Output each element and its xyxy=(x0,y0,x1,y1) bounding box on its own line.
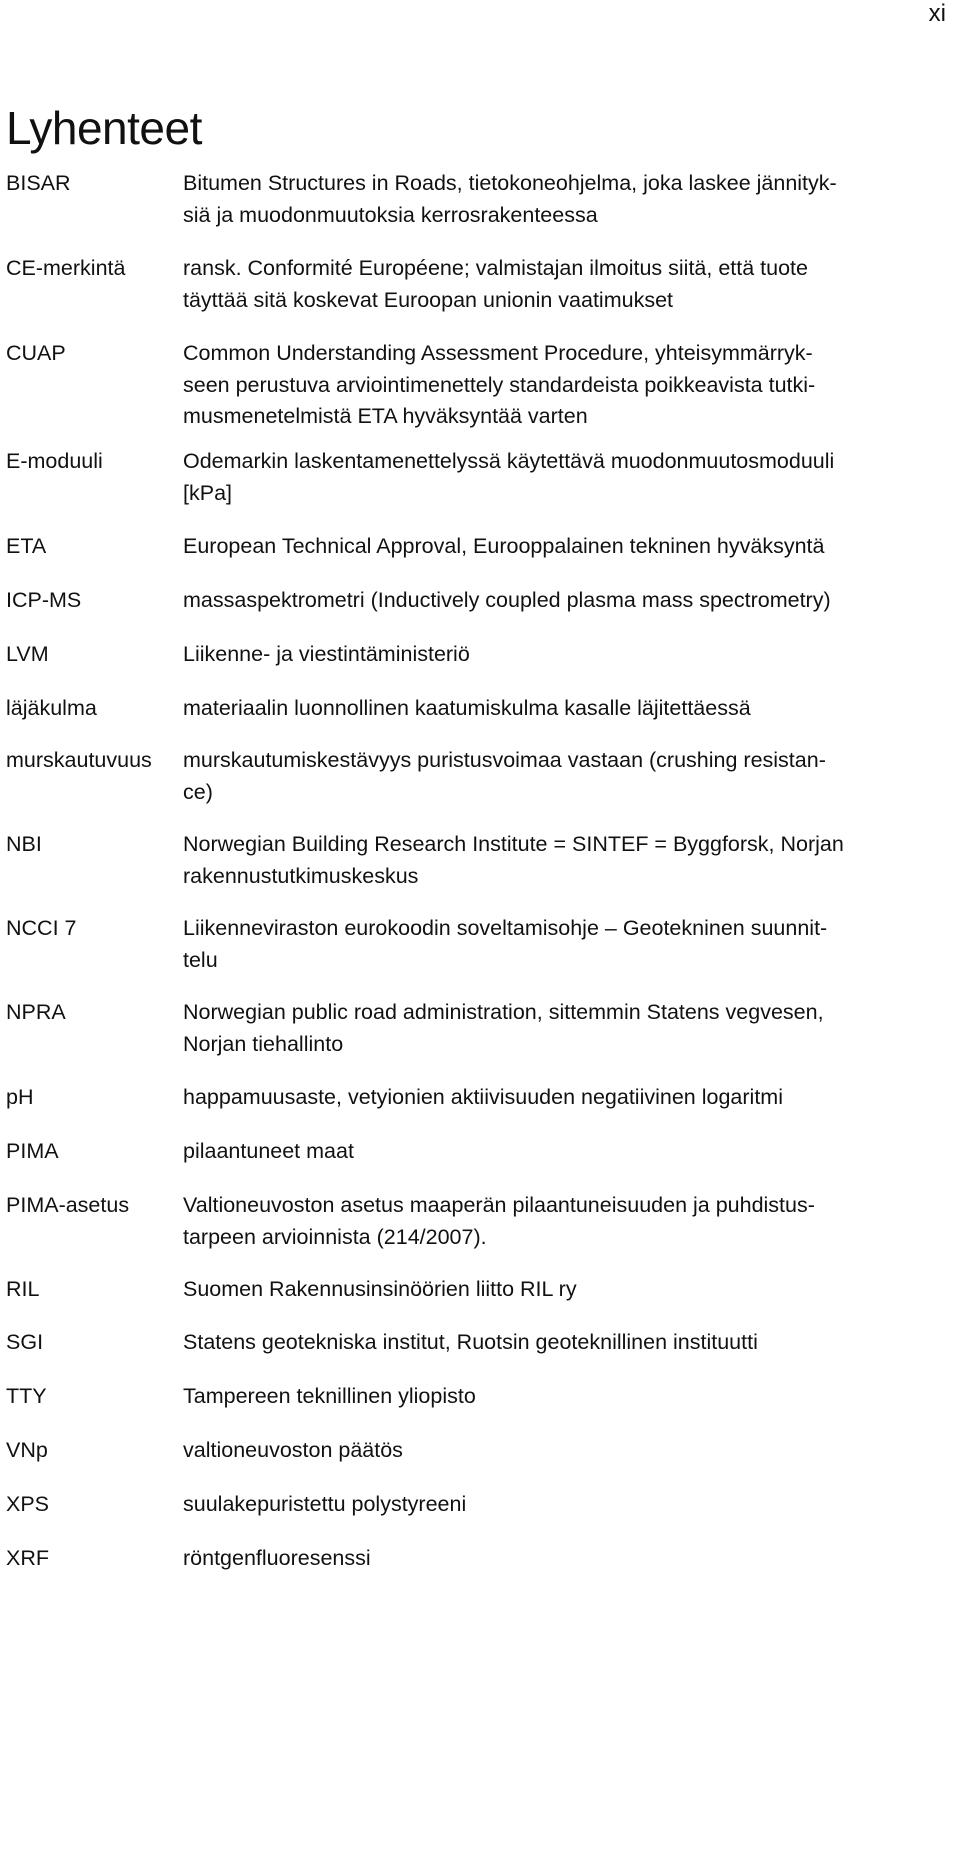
abbreviation-definition xyxy=(183,253,953,316)
definition-line: rakennustutkimuskeskus xyxy=(183,863,419,888)
definition-line: täyttää sitä koskevat Euroopan unionin vaatimukset xyxy=(183,287,674,312)
definition-line: European Technical Approval, Eurooppalainen tekninen hyväksyntä xyxy=(183,534,825,558)
abbreviation-term: PIMA xyxy=(6,1139,59,1163)
abbreviation-definition xyxy=(183,693,953,725)
abbreviation-definition xyxy=(183,829,953,892)
definition-line: murskautumiskestävyys puristusvoimaa vastaan (crushing resistan- xyxy=(183,748,826,772)
abbreviation-definition xyxy=(183,1327,953,1359)
abbreviation-definition xyxy=(183,1543,953,1575)
abbreviation-term: ICP-MS xyxy=(6,588,82,612)
abbreviation-term: BISAR xyxy=(6,171,71,195)
abbreviation-term: VNp xyxy=(6,1438,48,1462)
definition-line: seen perustuva arviointimenettely standardeista poikkeavista tutki- xyxy=(183,372,816,397)
definition-line: Bitumen Structures in Roads, tietokoneohjelma, joka laskee jännityk- xyxy=(183,171,837,195)
definition-line: telu xyxy=(183,947,218,972)
definition-line: siä ja muodonmuutoksia kerrosrakenteessa xyxy=(183,202,598,227)
abbreviation-definition xyxy=(183,1136,953,1168)
abbreviation-term: PIMA-asetus xyxy=(6,1193,130,1217)
abbreviation-term: TTY xyxy=(6,1384,47,1408)
definition-line: Valtioneuvoston asetus maaperän pilaantuneisuuden ja puhdistus- xyxy=(183,1193,815,1217)
definition-line: Tampereen teknillinen yliopisto xyxy=(183,1384,476,1408)
abbreviation-definition xyxy=(183,168,953,231)
abbreviation-term: LVM xyxy=(6,642,49,666)
definition-line: materiaalin luonnollinen kaatumiskulma kasalle läjitettäessä xyxy=(183,696,751,720)
abbreviation-definition xyxy=(183,585,953,617)
definition-line: ce) xyxy=(183,779,213,804)
abbreviation-definition xyxy=(183,997,953,1060)
abbreviation-term: pH xyxy=(6,1085,34,1109)
abbreviation-term: E-moduuli xyxy=(6,449,103,473)
abbreviation-term: läjäkulma xyxy=(6,696,97,720)
abbreviation-term: ETA xyxy=(6,534,47,558)
definition-line: Norjan tiehallinto xyxy=(183,1031,344,1056)
abbreviation-term: XRF xyxy=(6,1546,49,1570)
definition-line: [kPa] xyxy=(183,480,232,505)
definition-line: suulakepuristettu polystyreeni xyxy=(183,1492,467,1516)
abbreviation-term: murskautuvuus xyxy=(6,748,152,772)
definition-line: happamuusaste, vetyionien aktiivisuuden negatiivinen logaritmi xyxy=(183,1085,783,1109)
abbreviation-term: NPRA xyxy=(6,1000,66,1024)
abbreviation-definition xyxy=(183,446,953,509)
abbreviation-definition xyxy=(183,1381,953,1413)
abbreviation-definition xyxy=(183,1435,953,1467)
abbreviation-term: CE-merkintä xyxy=(6,256,126,280)
definition-line: Norwegian Building Research Institute = SINTEF = Byggforsk, Norjan xyxy=(183,832,844,856)
abbreviation-definition xyxy=(183,531,953,563)
definition-line: Statens geotekniska institut, Ruotsin geoteknillinen instituutti xyxy=(183,1330,758,1354)
definition-line: röntgenfluoresenssi xyxy=(183,1546,371,1570)
definition-line: musmenetelmistä ETA hyväksyntää varten xyxy=(183,404,588,428)
definition-line: Liikenne- ja viestintäministeriö xyxy=(183,642,470,666)
definition-line: pilaantuneet maat xyxy=(183,1139,354,1163)
definition-line: Liikenneviraston eurokoodin soveltamisohje – Geotekninen suunnit- xyxy=(183,916,828,940)
abbreviation-definition xyxy=(183,338,953,433)
abbreviation-term: CUAP xyxy=(6,341,66,365)
abbreviation-term: SGI xyxy=(6,1330,44,1354)
abbreviation-definition xyxy=(183,913,953,976)
abbreviation-term: XPS xyxy=(6,1492,50,1516)
page-title: Lyhenteet xyxy=(6,102,202,154)
definition-line: Suomen Rakennusinsinöörien liitto RIL ry xyxy=(183,1277,577,1301)
definition-line: Norwegian public road administration, sittemmin Statens vegvesen, xyxy=(183,1000,824,1024)
definition-line: tarpeen arvioinnista (214/2007). xyxy=(183,1224,487,1249)
abbreviation-definition xyxy=(183,639,953,671)
abbreviation-definition xyxy=(183,1190,953,1253)
abbreviation-term: RIL xyxy=(6,1277,40,1301)
abbreviation-definition xyxy=(183,1274,953,1306)
abbreviation-definition xyxy=(183,1489,953,1521)
definition-line: massaspektrometri (Inductively coupled plasma mass spectrometry) xyxy=(183,588,831,612)
abbreviation-term: NBI xyxy=(6,832,42,856)
definition-line: Common Understanding Assessment Procedure, yhteisymmärryk- xyxy=(183,341,813,365)
definition-line: ransk. Conformité Européene; valmistajan ilmoitus siitä, että tuote xyxy=(183,256,808,280)
abbreviation-definition xyxy=(183,745,953,808)
abbreviation-term: NCCI 7 xyxy=(6,916,77,940)
definition-line: Odemarkin laskentamenettelyssä käytettävä muodonmuutosmoduuli xyxy=(183,449,835,473)
page-number: xi xyxy=(928,0,946,27)
abbreviation-definition xyxy=(183,1082,953,1114)
definition-line: valtioneuvoston päätös xyxy=(183,1438,403,1462)
